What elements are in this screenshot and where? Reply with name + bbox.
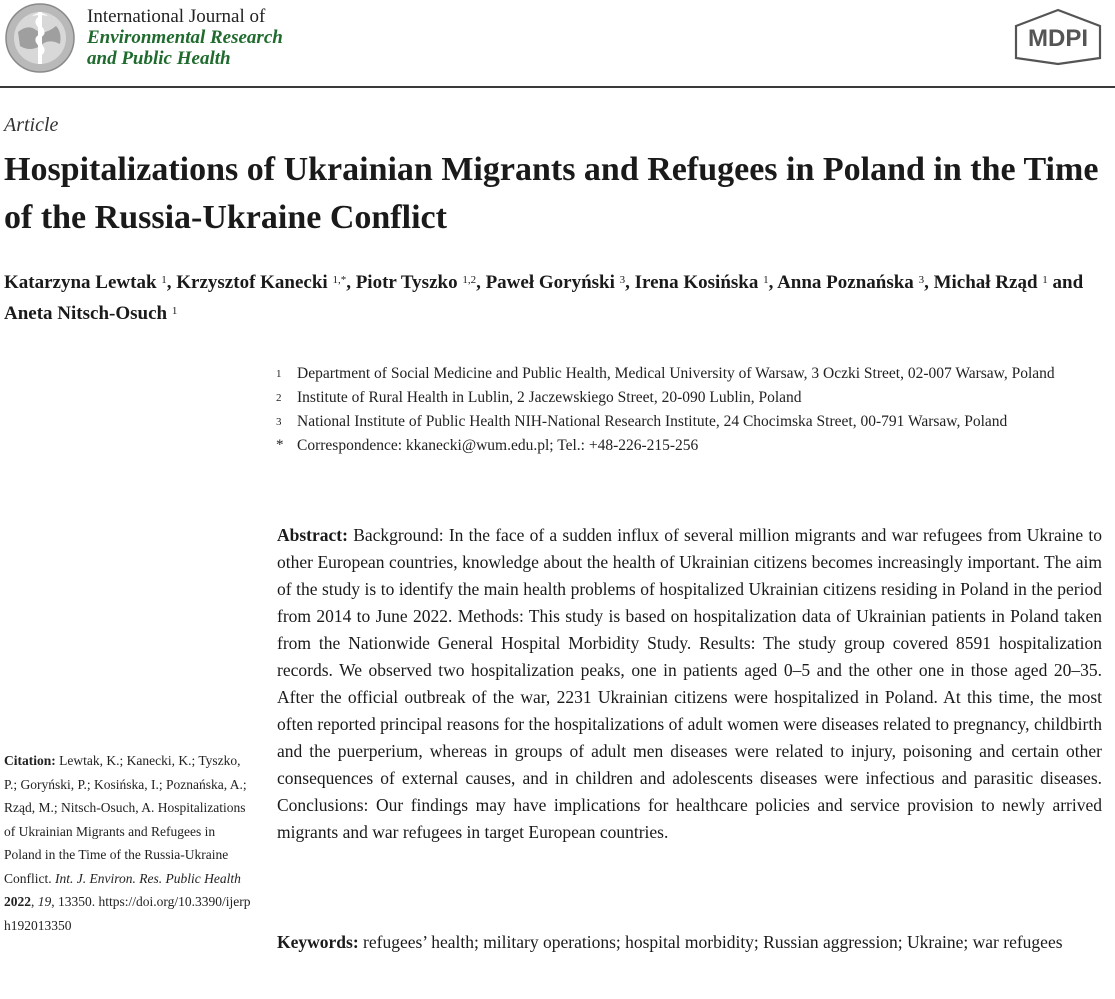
affiliation-mark: * [276, 437, 284, 453]
abstract-label: Abstract: [277, 525, 348, 545]
article-title: Hospitalizations of Ukrainian Migrants and Refugees in Poland in the Time of the Russia-Ukraine Conflict [4, 151, 1099, 236]
citation-volume: 19 [37, 894, 52, 909]
keywords [277, 929, 1102, 956]
affiliation-item [276, 362, 1076, 386]
author-name: Piotr Tyszko [355, 272, 463, 293]
mdpi-logo [1012, 8, 1104, 66]
author-list: Katarzyna Lewtak $^1$, Krzysztof Kanecki $^{1,*}$, Piotr Tyszko $^{1,2}$, Paweł Goryński $^3$, Irena Kosińska $^1$, Anna Poznańska $^3$, Michał Rząd $^1$ and Aneta Nitsch-Osuch $^1$ [4, 272, 1084, 324]
author-affiliation-mark: 1 [161, 274, 167, 286]
citation-block: Citation: Lewtak, K.; Kanecki, K.; Tyszko, P.; Goryński, P.; Kosińska, I.; Poznańska, A.; Rząd, M.; Nitsch-Osuch, A. Hospitalizations of Ukrainian Migrants and Refugees in Poland in the Time of the Russia-Ukraine Conflict. Int. J. Environ. Res. Public Health 2022, 19, 13350. https://doi.org/10.3390/ijerph192013350 [4, 753, 251, 933]
author-joiner: and [1047, 272, 1084, 293]
affiliation-text: National Institute of Public Health NIH-National Research Institute, 24 Chocimska Street, 00-791 Warsaw, Poland [297, 413, 1008, 430]
affiliation-text: Institute of Rural Health in Lublin, 2 Jaczewskiego Street, 20-090 Lublin, Poland [297, 389, 802, 406]
author-name: Krzysztof Kanecki [176, 272, 333, 293]
affiliation-mark: 2 [276, 392, 282, 404]
citation-pages: 13350. [58, 894, 96, 909]
caduceus-globe-icon [4, 2, 76, 74]
keywords-text: refugees’ health; military operations; hospital morbidity; Russian aggression; Ukraine; war refugees [363, 932, 1063, 952]
affiliation-mark: 3 [276, 416, 282, 428]
article-type: Article [4, 114, 59, 136]
affiliation-text: Correspondence: kkanecki@wum.edu.pl; Tel.: +48-226-215-256 [297, 437, 699, 454]
citation-authors: Lewtak, K.; Kanecki, K.; Tyszko, P.; Goryński, P.; Kosińska, I.; Poznańska, A.; Rząd, M.; Nitsch-Osuch, A. Hospitalizations of Ukrainian Migrants and Refugees in Poland in the Time of the Russia-Ukraine Conflict. [4, 753, 247, 886]
author-name: Katarzyna Lewtak [4, 272, 162, 293]
author-name: Aneta Nitsch-Osuch [4, 303, 172, 324]
author-affiliation-mark: 1,* [332, 274, 347, 286]
affiliation-text: Department of Social Medicine and Public Health, Medical University of Warsaw, 3 Oczki Street, 02-007 Warsaw, Poland [297, 365, 1055, 382]
author-name: Paweł Goryński [485, 272, 620, 293]
citation-journal: Int. J. Environ. Res. Public Health [55, 870, 241, 886]
abstract-text: Background: In the face of a sudden influx of several million migrants and war refugees from Ukraine to other European countries, knowledge about the health of Ukrainian citizens becomes increasingly important. The aim of the study is to identify the main health problems of hospitalized Ukrainian citizens residing in Poland in the period from 2014 to June 2022. Methods: This study is based on hospitalization data of Ukrainian patients in Poland taken from the Nationwide General Hospital Morbidity Study. Results: The study group covered 8591 hospitalization records. We observed two hospitalization peaks, one in patients aged 0–5 and the other one in those aged 20–35. After the official outbreak of the war, 2231 Ukrainian citizens were hospitalized in Poland. At this time, the most often reported principal reasons for the hospitalizations of adult women were diseases related to pregnancy, childbirth and the puerperium, whereas in groups of adult men diseases were related to injury, poisoning and certain other consequences of external causes, and in children and adolescents diseases were infectious and parasitic diseases. Conclusions: Our findings may have implications for healthcare policies and service provision to newly arrived migrants and war refugees in target European countries. [277, 525, 1102, 842]
author-name: Irena Kosińska [634, 272, 764, 293]
journal-name-line3: and Public Health [87, 48, 231, 69]
author-affiliation-mark: 1,2 [462, 274, 477, 286]
author-name: Michał Rząd [933, 272, 1043, 293]
author-affiliation-mark: 1 [1042, 274, 1048, 286]
doi-link[interactable]: https://doi.org/10.3390/ijerph192013350 [4, 894, 251, 933]
affiliations [276, 362, 1076, 457]
affiliation-item [276, 410, 1076, 434]
author-affiliation-mark: 1 [171, 305, 178, 317]
citation-year: 2022 [4, 894, 31, 909]
citation-label: Citation: [4, 753, 56, 768]
header-divider [0, 86, 1115, 88]
journal-name-line2: Environmental Research [87, 27, 283, 48]
keywords-label: Keywords: [277, 932, 359, 952]
journal-name-line1: International Journal of [87, 6, 266, 27]
affiliation-item [276, 434, 1076, 457]
svg-text:MDPI: MDPI [1028, 25, 1088, 52]
author-name: Anna Poznańska [777, 272, 919, 293]
journal-name [87, 6, 283, 69]
affiliation-item [276, 386, 1076, 410]
journal-header [0, 0, 1115, 88]
author-affiliation-mark: 1 [763, 274, 769, 286]
affiliation-mark: 1 [276, 368, 282, 380]
author-affiliation-mark: 3 [619, 274, 626, 286]
author-affiliation-mark: 3 [918, 274, 925, 286]
abstract [277, 522, 1102, 846]
